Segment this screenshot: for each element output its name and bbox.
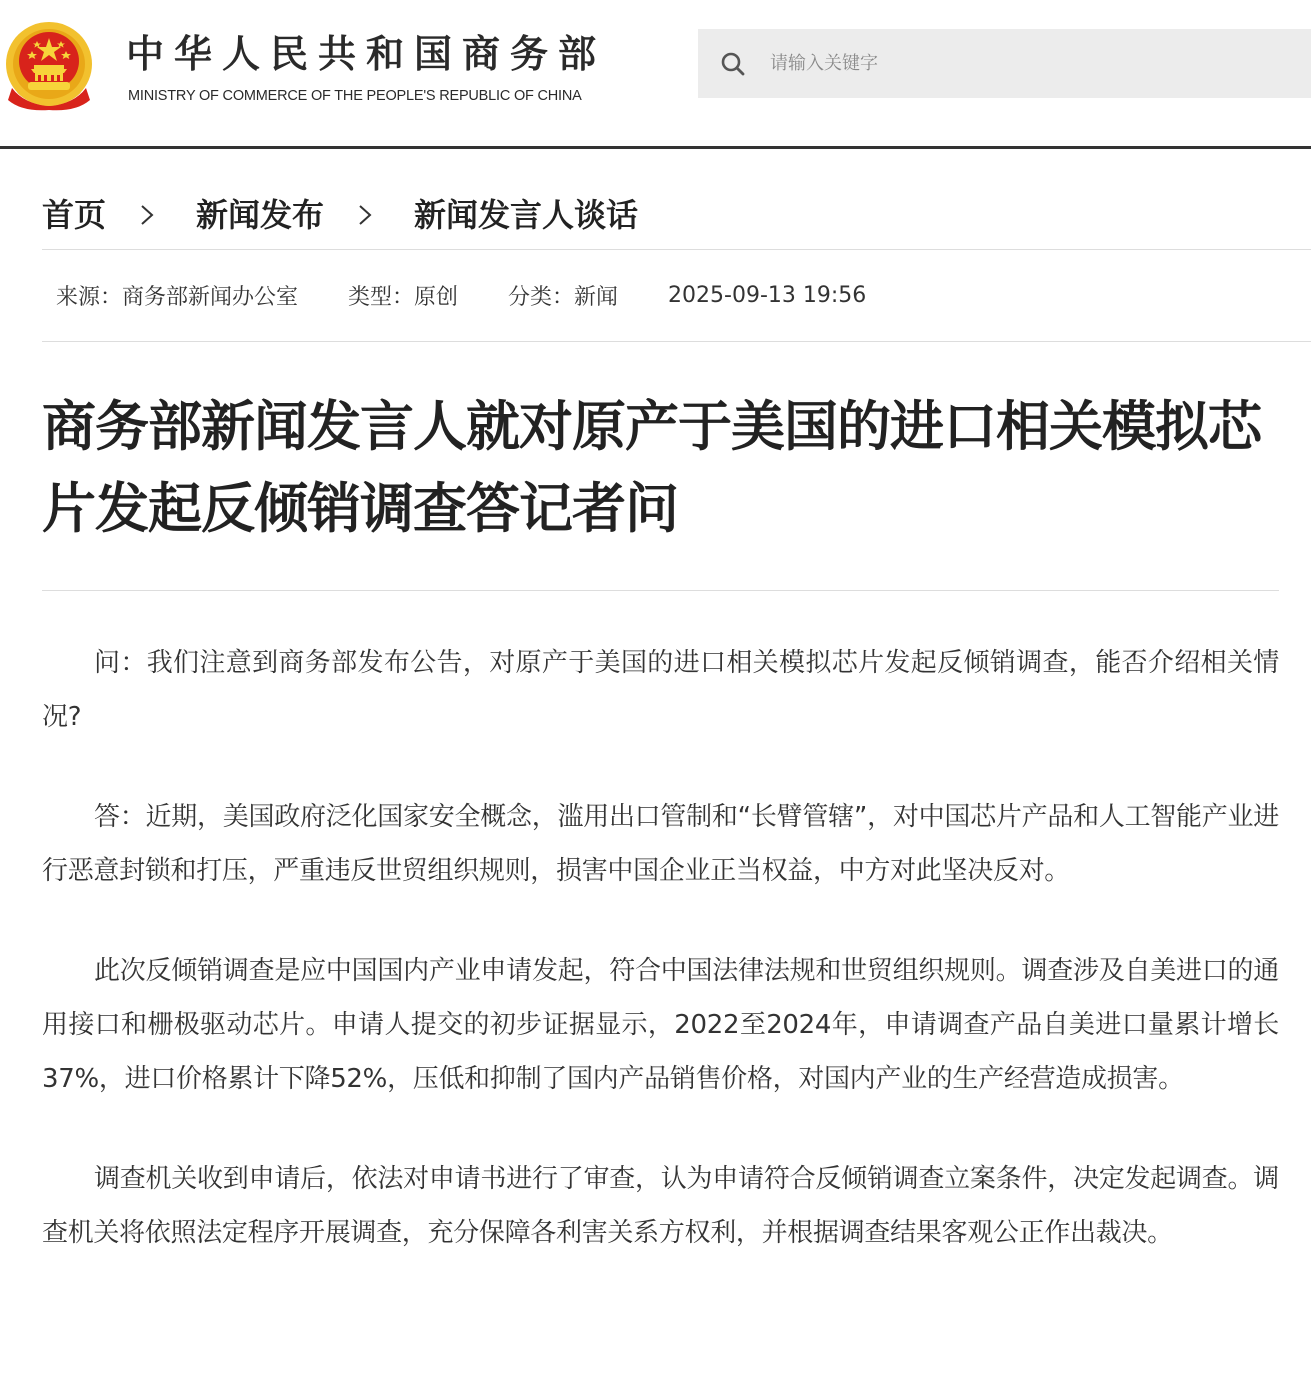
chevron-right-icon — [140, 204, 154, 226]
article-paragraph: 调查机关收到申请后，依法对申请书进行了审查，认为申请符合反倾销调查立案条件，决定发起调查。调查机关将依照法定程序开展调查，充分保障各利害关系方权利，并根据调查结果客观公正作出裁决。 — [42, 1164, 1279, 1248]
chevron-right-icon — [358, 204, 372, 226]
search-input[interactable] — [770, 43, 1290, 83]
site-header — [0, 0, 1311, 146]
article-meta — [56, 278, 866, 312]
breadcrumb-news-release[interactable]: 新闻发布 — [196, 196, 325, 234]
breadcrumb-spokesperson-remarks[interactable]: 新闻发言人谈话 — [414, 196, 639, 234]
site-title-zh[interactable]: 中华人民共和国商务部 — [126, 31, 607, 76]
title-divider — [42, 590, 1279, 591]
breadcrumb — [42, 192, 638, 238]
search-icon[interactable] — [720, 51, 746, 77]
article-title: 商务部新闻发言人就对原产于美国的进口相关模拟芯片发起反倾销调查答记者问 — [42, 395, 1261, 540]
meta-source: 来源：商务部新闻办公室 — [56, 284, 299, 310]
meta-type: 类型：原创 — [348, 284, 459, 310]
article-paragraph: 答：近期，美国政府泛化国家安全概念，滥用出口管制和“长臂管辖”，对中国芯片产品和人工智能产业进行恶意封锁和打压，严重违反世贸组织规则，损害中国企业正当权益，中方对此坚决反对。 — [42, 802, 1279, 886]
breadcrumb-home[interactable]: 首页 — [42, 196, 107, 234]
meta-category: 分类：新闻 — [508, 284, 619, 310]
article-paragraph: 此次反倾销调查是应中国国内产业申请发起，符合中国法律法规和世贸组织规则。调查涉及自美进口的通用接口和栅极驱动芯片。申请人提交的初步证据显示，2022至2024年，申请调查产品自美进口量累计增长37%，进口价格累计下降52%，压低和抑制了国内产品销售价格，对国内产业的生产经营造成损害。 — [42, 956, 1279, 1094]
site-title-en[interactable]: MINISTRY OF COMMERCE OF THE PEOPLE'S REPUBLIC OF CHINA — [128, 88, 582, 104]
meta-divider — [42, 341, 1311, 342]
header-divider — [0, 146, 1311, 149]
article-body — [42, 636, 1279, 1306]
national-emblem-icon[interactable] — [4, 18, 94, 112]
search-box — [698, 29, 1311, 98]
breadcrumb-divider — [42, 249, 1311, 250]
article-paragraph: 问：我们注意到商务部发布公告，对原产于美国的进口相关模拟芯片发起反倾销调查，能否介绍相关情况? — [42, 648, 1279, 732]
meta-datetime: 2025-09-13 19:56 — [668, 282, 867, 308]
